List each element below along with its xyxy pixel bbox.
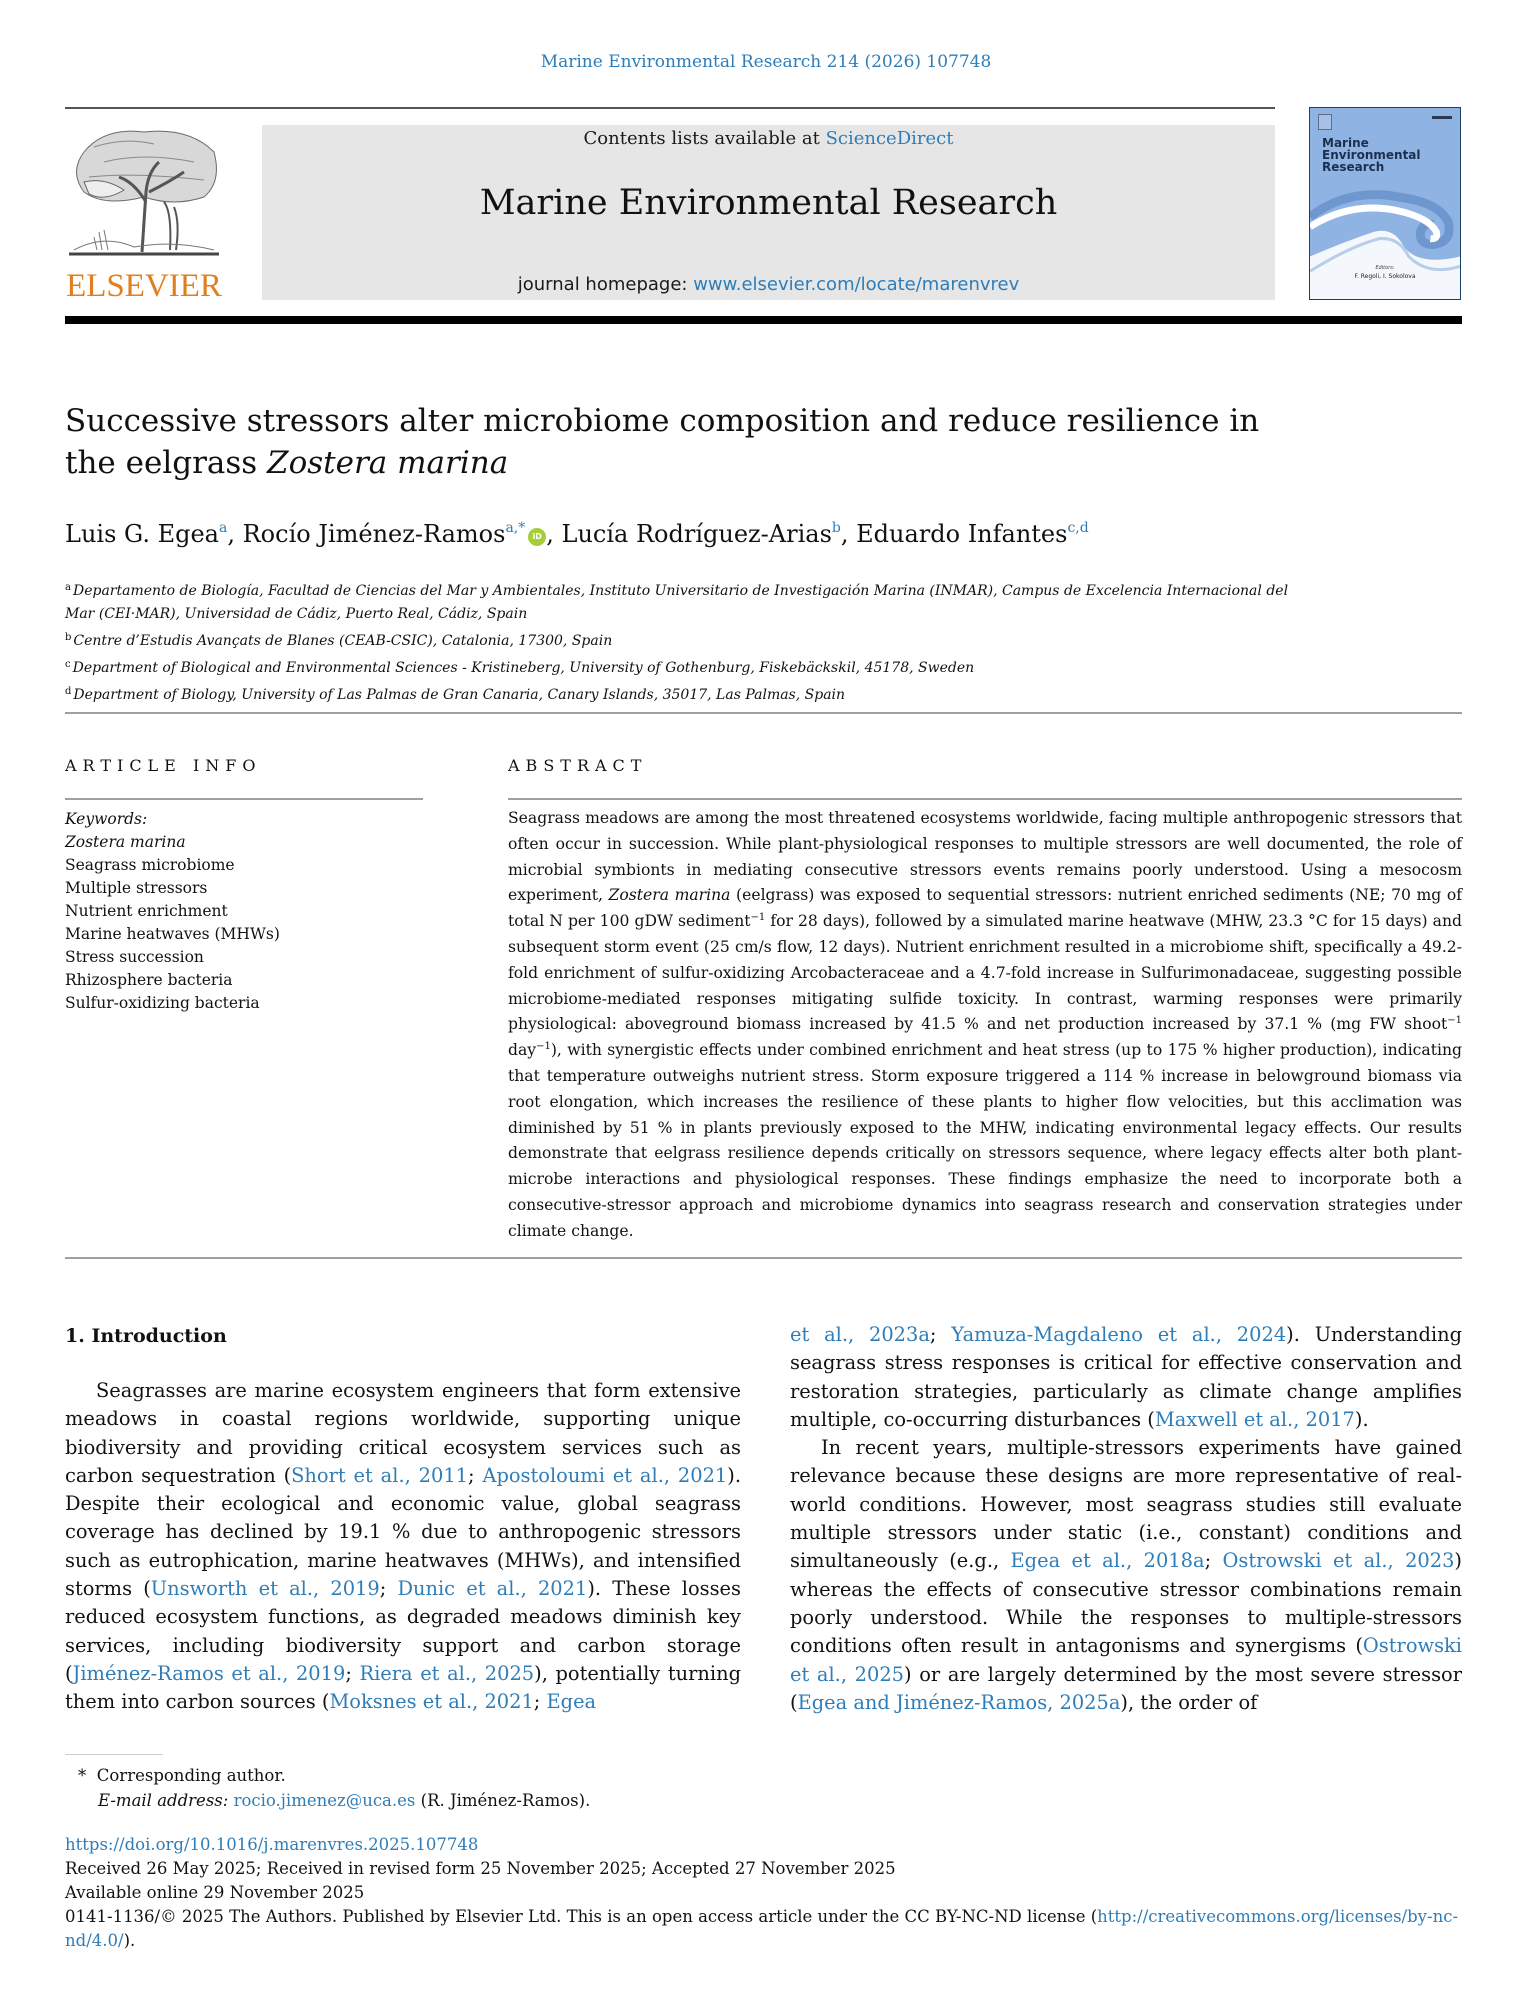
author-name[interactable]: Eduardo Infantes bbox=[856, 520, 1068, 548]
keyword-item: Multiple stressors bbox=[65, 879, 208, 897]
orcid-icon[interactable]: iD bbox=[528, 528, 546, 546]
license-text: 0141-1136/© 2025 The Authors. Published by Elsevier Ltd. This is an open access article under the CC BY-NC-ND license ( bbox=[65, 1907, 1098, 1926]
corresponding-author-footnote bbox=[78, 1763, 590, 1813]
license-link[interactable]: http://creativecommons.org/licenses/by-nc-nd/4.0/ bbox=[65, 1907, 1459, 1950]
email-link[interactable]: rocio.jimenez@uca.es bbox=[233, 1791, 416, 1810]
text: ; bbox=[533, 1690, 547, 1714]
text: ). Despite their ecological and economic value, global seagrass coverage has declined by 19.1 % due to anthropogenic stressors such as eutrophication, marine heatwaves (MHWs), and intensified storms ( bbox=[65, 1463, 741, 1601]
text: ) or are largely determined by the most severe stressor ( bbox=[790, 1662, 1462, 1714]
cover-title-line: Marine bbox=[1322, 136, 1369, 150]
affiliation-key: b bbox=[65, 632, 72, 643]
citation-link[interactable]: Yamuza-Magdaleno et al., 2024 bbox=[951, 1323, 1287, 1346]
text: ). These losses reduced ecosystem functions, as degraded meadows diminish key services, including biodiversity support and carbon storage ( bbox=[65, 1577, 741, 1685]
journal-name: Marine Environmental Research bbox=[479, 183, 1058, 223]
journal-cover[interactable] bbox=[1309, 107, 1461, 300]
abstract-segment: Seagrass meadows are among the most threatened ecosystems worldwide, facing multiple anthropogenic stressors that often occur in succession. While plant-physiological responses to multiple stressors are well documented, the role of microbial symbionts in mediating consecutive stressors events remains poorly understood. Using a mesocosm experiment, bbox=[508, 809, 1462, 905]
available-online-line: Available online 29 November 2025 bbox=[65, 1883, 365, 1902]
cover-editors-label: Editors: bbox=[1375, 265, 1395, 271]
affiliation-item bbox=[65, 653, 1305, 680]
author-list: Luis G. Egea$^a$, Rocío Jiménez-Ramos$^{a,*}$iD , Lucía Rodríguez-Arias$^b$, Eduardo Infantes$^{c,d}$ bbox=[65, 520, 1089, 548]
cover-elsevier-mini-logo-icon bbox=[1318, 114, 1332, 130]
author-name[interactable]: Luis G. Egea bbox=[65, 520, 219, 548]
footnote-text: Corresponding author. bbox=[96, 1766, 286, 1785]
keywords-label: Keywords: bbox=[65, 810, 148, 828]
affiliation-item bbox=[65, 680, 1305, 707]
author-name[interactable]: Lucía Rodríguez-Arias bbox=[561, 520, 832, 548]
intro-paragraph bbox=[65, 1377, 741, 1717]
affiliation-text: Centre d’Estudis Avançats de Blanes (CEAB-CSIC), Catalonia, 17300, Spain bbox=[73, 633, 613, 649]
affiliation-item bbox=[65, 626, 1305, 653]
keyword-item: Rhizosphere bacteria bbox=[65, 971, 233, 989]
journal-homepage-link[interactable]: www.elsevier.com/locate/marenvrev bbox=[693, 274, 1020, 295]
abstract-segment: for 28 days), followed by a simulated marine heatwave (MHW, 23.3 °C for 15 days) and subsequent storm event (25 cm/s flow, 12 days). Nutrient enrichment resulted in a microbiome shift, specifically a 49.2-fold enrichment of sulfur-oxidizing Arcobacteraceae and a 4.7-fold increase in Sulfurimonadaceae, suggesting possible microbiome-mediated responses mitigating sulfide toxicity. In contrast, warming responses were primarily physiological: aboveground biomass increased by 41.5 % and net production increased by 37.1 % (mg FW shoot bbox=[508, 912, 1462, 1034]
superscript: −1 bbox=[750, 912, 766, 924]
text: ; bbox=[1204, 1549, 1223, 1573]
text: ), potentially turning them into carbon sources ( bbox=[65, 1661, 742, 1714]
cover-issn-mark bbox=[1432, 116, 1452, 119]
intro-paragraph-continued bbox=[790, 1321, 1462, 1434]
header-bar bbox=[65, 316, 1462, 324]
text: In recent years, multiple-stressors experiments have gained relevance because these designs are more representative of real-world conditions. However, most seagrass studies still evaluate multiple stressors under static (i.e., constant) conditions and simultaneously (e.g., bbox=[790, 1436, 1462, 1573]
text: ; bbox=[379, 1577, 398, 1601]
keyword-item: Marine heatwaves (MHWs) bbox=[65, 925, 280, 943]
contents-line bbox=[262, 125, 1275, 149]
affiliations bbox=[65, 576, 1305, 707]
homepage-line bbox=[262, 274, 1275, 295]
citation-link[interactable]: Dunic et al., 2021 bbox=[397, 1577, 588, 1601]
text: ). bbox=[1354, 1407, 1369, 1431]
citation-link[interactable]: Egea and Jiménez-Ramos, 2025a bbox=[797, 1690, 1121, 1714]
author-name[interactable]: Rocío Jiménez-Ramos bbox=[242, 520, 506, 548]
citation-link[interactable]: Moksnes et al., 2021 bbox=[329, 1690, 534, 1714]
citation-link[interactable]: Maxwell et al., 2017 bbox=[1154, 1407, 1355, 1431]
citation-link[interactable]: Short et al., 2011 bbox=[291, 1463, 469, 1487]
citation-link[interactable]: Egea et al., 2018a bbox=[1010, 1549, 1205, 1573]
abstract-text bbox=[508, 806, 1462, 1245]
abstract-heading: ABSTRACT bbox=[508, 756, 648, 775]
elsevier-wordmark: ELSEVIER bbox=[66, 268, 222, 304]
affiliation-text: Departamento de Biología, Facultad de Ciencias del Mar y Ambientales, Instituto Universitario de Investigación Marina (INMAR), Campus de Excelencia Internacional del Mar (CEI·MAR), Universidad de Cádiz, Puerto Real, Cádiz, Spain bbox=[65, 583, 1289, 622]
text: ). Understanding seagrass stress responses is critical for effective conservation and restoration strategies, particularly as climate change amplifies multiple, co-occurring disturbances ( bbox=[790, 1323, 1463, 1431]
journal-masthead bbox=[262, 125, 1275, 300]
abstract-segment: day bbox=[508, 1041, 537, 1060]
abstract-species: Zostera marina bbox=[608, 886, 731, 905]
citation-link[interactable]: Unsworth et al., 2019 bbox=[150, 1577, 380, 1601]
keyword-item: Stress succession bbox=[65, 948, 204, 966]
footnote-marker: * bbox=[78, 1766, 87, 1785]
divider bbox=[65, 798, 423, 800]
text: ; bbox=[468, 1463, 483, 1487]
affiliation-text: Department of Biology, University of Las Palmas de Gran Canaria, Canary Islands, 35017, Las Palmas, Spain bbox=[73, 687, 846, 703]
text: ) whereas the effects of consecutive stressor combinations remain poorly understood. While the responses to multiple-stressors conditions often result in antagonisms and synergisms ( bbox=[790, 1549, 1462, 1658]
citation-link[interactable]: Ostrowski et al., 2023 bbox=[1222, 1549, 1455, 1573]
email-label: E-mail address: bbox=[98, 1791, 229, 1810]
divider bbox=[508, 798, 1462, 800]
author-affiliation-marker[interactable]: b bbox=[831, 520, 841, 536]
cover-title-line: Research bbox=[1322, 160, 1385, 174]
text: ; bbox=[929, 1323, 952, 1346]
license-line bbox=[65, 1905, 1465, 1953]
section-heading-introduction: 1. Introduction bbox=[65, 1325, 227, 1347]
license-text: ). bbox=[123, 1931, 136, 1950]
citation-link[interactable]: Riera et al., 2025 bbox=[359, 1661, 535, 1685]
keyword-item: Sulfur-oxidizing bacteria bbox=[65, 994, 260, 1012]
elsevier-logo[interactable] bbox=[64, 122, 224, 304]
citation-link[interactable]: Apostoloumi et al., 2021 bbox=[482, 1463, 728, 1487]
article-title-species: Zostera marina bbox=[267, 445, 509, 481]
text: ), the order of bbox=[1120, 1690, 1258, 1714]
superscript: −1 bbox=[536, 1041, 551, 1053]
footnote-rule bbox=[65, 1754, 163, 1755]
author-affiliation-marker[interactable]: a bbox=[218, 520, 228, 536]
citation-link[interactable]: et al., 2023a bbox=[790, 1323, 930, 1346]
text: Seagrasses are marine ecosystem engineers that form extensive meadows in coastal regions worldwide, supporting unique biodiversity and providing critical ecosystem services such as carbon sequestration ( bbox=[65, 1379, 741, 1487]
affiliation-text: Department of Biological and Environmental Sciences - Kristineberg, University of Gothenburg, Fiskebäckskil, 45178, Sweden bbox=[72, 660, 975, 676]
doi-link[interactable]: https://doi.org/10.1016/j.marenvres.2025.107748 bbox=[65, 1835, 479, 1854]
keyword-item: Nutrient enrichment bbox=[65, 902, 228, 920]
sciencedirect-link[interactable]: ScienceDirect bbox=[825, 128, 954, 149]
body-column-left bbox=[65, 1377, 741, 1717]
affiliation-key: d bbox=[65, 686, 72, 697]
affiliation-key: a bbox=[65, 582, 71, 593]
elsevier-tree-icon bbox=[64, 122, 224, 262]
citation-link[interactable]: Ostrowski et al., 2025 bbox=[790, 1634, 1462, 1686]
citation-link[interactable]: Egea bbox=[546, 1690, 597, 1714]
keywords-list bbox=[65, 808, 425, 1015]
footnote-text: (R. Jiménez-Ramos). bbox=[415, 1791, 591, 1810]
author-affiliation-marker[interactable]: a,* bbox=[505, 520, 526, 536]
contents-prefix: Contents lists available at bbox=[583, 128, 826, 149]
author-affiliation-marker[interactable]: c,d bbox=[1067, 520, 1089, 536]
dates-line: Received 26 May 2025; Received in revised form 25 November 2025; Accepted 27 November 2025 bbox=[65, 1859, 896, 1878]
footnote-email-line bbox=[78, 1788, 590, 1813]
cover-title bbox=[1322, 137, 1421, 173]
abstract-segment: (eelgrass) was exposed to sequential stressors: nutrient enriched sediments (NE; 70 mg of total N per 100 gDW sediment bbox=[508, 886, 1462, 931]
keyword-item: Zostera marina bbox=[65, 833, 186, 851]
affiliation-item bbox=[65, 576, 1305, 626]
running-head[interactable]: Marine Environmental Research 214 (2026) 107748 bbox=[540, 52, 992, 72]
intro-paragraph bbox=[790, 1434, 1462, 1717]
top-rule bbox=[65, 107, 1275, 109]
cover-title-line: Environmental bbox=[1322, 148, 1421, 162]
keyword-item: Seagrass microbiome bbox=[65, 856, 235, 874]
text: ; bbox=[345, 1661, 360, 1685]
article-title bbox=[65, 400, 1315, 484]
divider bbox=[65, 1257, 1462, 1259]
publication-info bbox=[65, 1833, 1465, 1953]
affiliation-key: c bbox=[65, 659, 71, 670]
superscript: −1 bbox=[1447, 1015, 1462, 1027]
abstract-segment: ), with synergistic effects under combined enrichment and heat stress (up to 175 % higher production), indicating that temperature outweighs nutrient stress. Storm exposure triggered a 114 % increase in belowground biomass via root elongation, which increases the resilience of these plants to higher flow velocities, but this acclimation was diminished by 51 % in plants previously exposed to the MHW, indicating environmental legacy effects. Our results demonstrate that eelgrass resilience depends critically on stressors sequence, where legacy effects alter both plant-microbe interactions and physiological responses. These findings emphasize the need to incorporate both a consecutive-stressor approach and microbiome dynamics into seagrass research and conservation strategies under climate change. bbox=[508, 1041, 1462, 1240]
body-column-right bbox=[790, 1321, 1462, 1717]
article-title-text: Successive stressors alter microbiome composition and reduce resilience in the eelgrass bbox=[65, 403, 1260, 481]
citation-link[interactable]: Jiménez-Ramos et al., 2019 bbox=[72, 1661, 346, 1685]
homepage-prefix: journal homepage: bbox=[517, 274, 694, 295]
cover-editors: F. Regoli, I. Sokolova bbox=[1354, 273, 1416, 280]
footnote-line bbox=[78, 1763, 590, 1788]
article-info-heading: ARTICLE INFO bbox=[65, 756, 262, 775]
divider bbox=[65, 712, 1462, 714]
